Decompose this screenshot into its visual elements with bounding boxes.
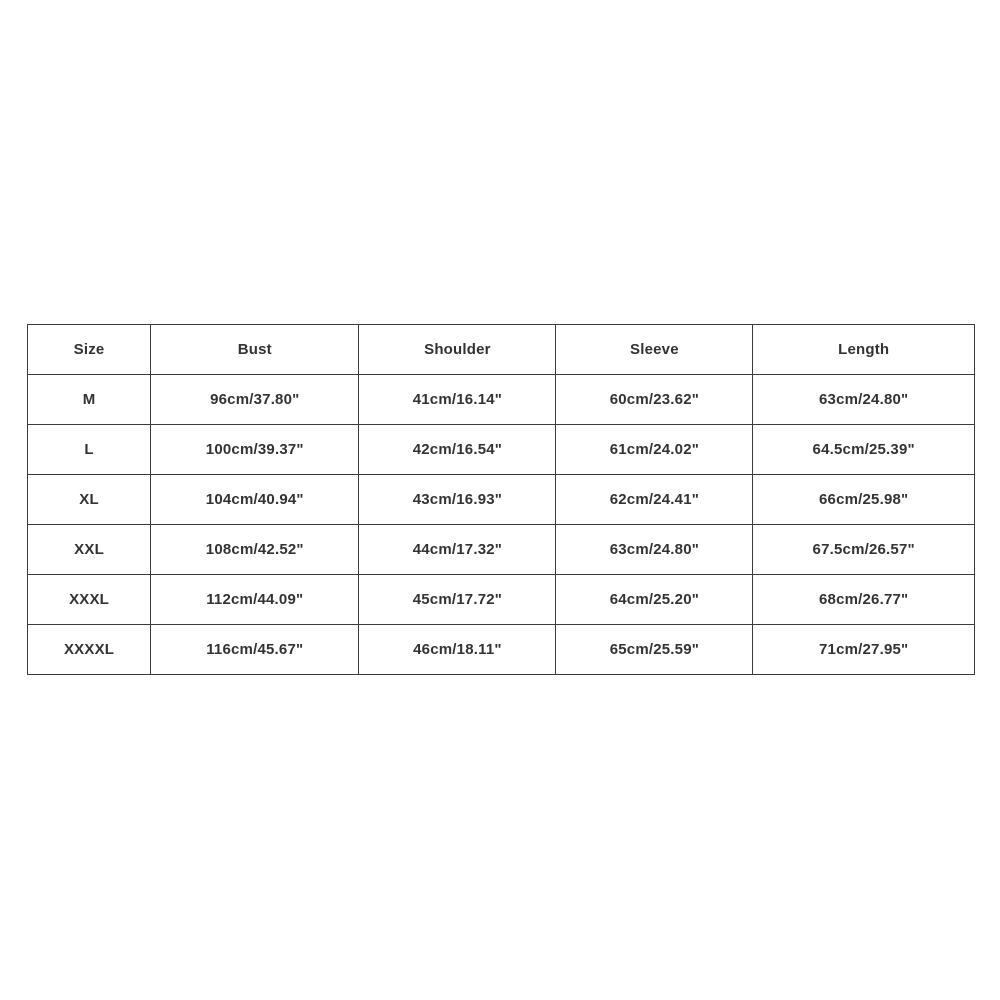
header-cell-shoulder: Shoulder <box>359 325 556 375</box>
measurement-cell: 108cm/42.52" <box>151 525 359 575</box>
table-row <box>28 425 975 475</box>
measurement-cell: 64.5cm/25.39" <box>753 425 975 475</box>
measurement-cell: 71cm/27.95" <box>753 625 975 675</box>
measurement-cell: 64cm/25.20" <box>556 575 753 625</box>
measurement-cell: 63cm/24.80" <box>556 525 753 575</box>
measurement-cell: 44cm/17.32" <box>359 525 556 575</box>
header-cell-size: Size <box>28 325 151 375</box>
table-header <box>28 325 975 375</box>
size-cell: XXXL <box>28 575 151 625</box>
measurement-cell: 43cm/16.93" <box>359 475 556 525</box>
measurement-cell: 45cm/17.72" <box>359 575 556 625</box>
measurement-cell: 68cm/26.77" <box>753 575 975 625</box>
size-cell: XXXXL <box>28 625 151 675</box>
table-row <box>28 575 975 625</box>
measurement-cell: 62cm/24.41" <box>556 475 753 525</box>
measurement-cell: 60cm/23.62" <box>556 375 753 425</box>
measurement-cell: 112cm/44.09" <box>151 575 359 625</box>
measurement-cell: 104cm/40.94" <box>151 475 359 525</box>
measurement-cell: 65cm/25.59" <box>556 625 753 675</box>
size-chart-table <box>27 324 975 675</box>
table-row <box>28 625 975 675</box>
table-row <box>28 475 975 525</box>
header-row <box>28 325 975 375</box>
size-cell: XL <box>28 475 151 525</box>
table-row <box>28 525 975 575</box>
measurement-cell: 116cm/45.67" <box>151 625 359 675</box>
measurement-cell: 42cm/16.54" <box>359 425 556 475</box>
header-cell-sleeve: Sleeve <box>556 325 753 375</box>
size-cell: XXL <box>28 525 151 575</box>
header-cell-length: Length <box>753 325 975 375</box>
table-body <box>28 375 975 675</box>
measurement-cell: 67.5cm/26.57" <box>753 525 975 575</box>
size-cell: L <box>28 425 151 475</box>
header-cell-bust: Bust <box>151 325 359 375</box>
measurement-cell: 46cm/18.11" <box>359 625 556 675</box>
size-cell: M <box>28 375 151 425</box>
measurement-cell: 61cm/24.02" <box>556 425 753 475</box>
measurement-cell: 63cm/24.80" <box>753 375 975 425</box>
table-row <box>28 375 975 425</box>
measurement-cell: 100cm/39.37" <box>151 425 359 475</box>
measurement-cell: 66cm/25.98" <box>753 475 975 525</box>
measurement-cell: 41cm/16.14" <box>359 375 556 425</box>
measurement-cell: 96cm/37.80" <box>151 375 359 425</box>
